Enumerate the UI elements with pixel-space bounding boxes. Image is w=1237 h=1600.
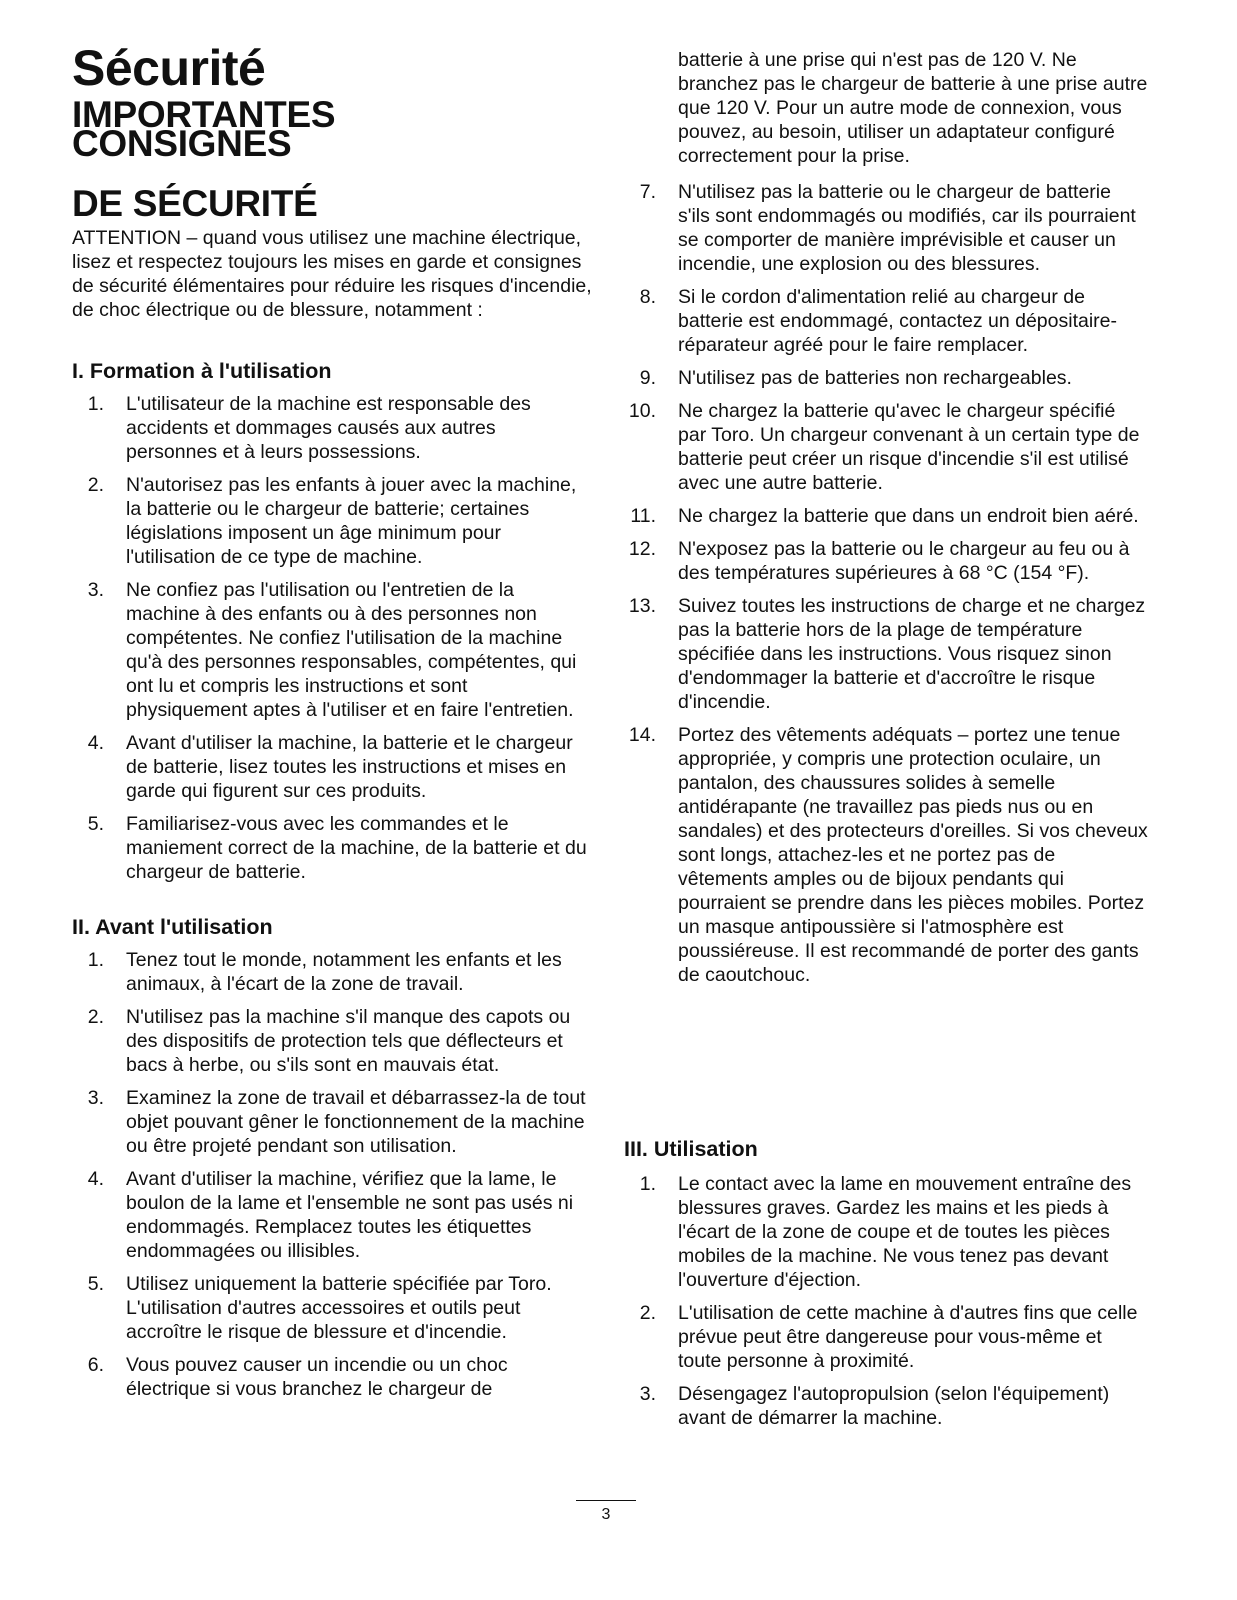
list-item: 4. Avant d'utiliser la machine, la batterie et le chargeur de batterie, lisez toutes les instructions et mises en garde qui figurent sur ces produits. (87, 732, 573, 802)
list-item: 1. L'utilisateur de la machine est responsable des accidents et dommages causés aux autres personnes et à leurs possessions. (87, 393, 531, 463)
section-list-training (72, 392, 592, 893)
list-item: 8. Si le cordon d'alimentation relié au chargeur de batterie est endommagé, contactez un dépositaire-réparateur agréé pour le faire remplacer. (639, 286, 1118, 356)
list-item: 1. Tenez tout le monde, notamment les enfants et les animaux, à l'écart de la zone de travail. (87, 949, 562, 995)
list-item: 11. Ne chargez la batterie que dans un endroit bien aéré. (630, 505, 1139, 527)
list-item: 5. Utilisez uniquement la batterie spécifiée par Toro. L'utilisation d'autres accessoires et outils peut accroître le risque de blessure et d'incendie. (87, 1273, 552, 1343)
list-item: 7. N'utilisez pas la batterie ou le chargeur de batterie s'ils sont endommagés ou modifiés, car ils pourraient se comporter de manière imprévisible et causer un incendie, une explosion ou des blessures. (639, 181, 1136, 275)
footer-rule (576, 1500, 636, 1501)
list-item: 10. Ne chargez la batterie qu'avec le chargeur spécifié par Toro. Un chargeur convenant à un certain type de batterie peut créer un risque d'incendie s'il est utilisé avec une autre batterie. (628, 400, 1140, 494)
list-item: 12. N'exposez pas la batterie ou le chargeur au feu ou à des températures supérieures à 68 °C (154 °F). (628, 538, 1130, 584)
list-item: 13. Suivez toutes les instructions de charge et ne chargez pas la batterie hors de la plage de température spécifiée dans les instructions. Vous risquez sinon d'endommager la batterie et d'accroître le risque d'incendie. (628, 595, 1146, 713)
list-item: 2. N'autorisez pas les enfants à jouer avec la machine, la batterie ou le chargeur de batterie; certaines législations imposent un âge minimum pour l'utilisation de ce type de machine. (87, 474, 577, 568)
page-title: Sécurité (72, 40, 266, 96)
list-item: 6. Vous pouvez causer un incendie ou un choc électrique si vous branchez le chargeur de (87, 1354, 508, 1400)
section-title-before-use: II. Avant l'utilisation (72, 915, 273, 939)
section-list-operation (624, 1172, 1148, 1439)
list-item: 2. L'utilisation de cette machine à d'autres fins que celle prévue peut être dangereuse pour vous-même et toute personne à proximité. (639, 1302, 1138, 1372)
list-item: 9. N'utilisez pas de batteries non rechargeables. (639, 367, 1072, 389)
section-title-operation: III. Utilisation (624, 1137, 758, 1161)
heading-line-1: IMPORTANTES (72, 94, 336, 135)
list-item-continuation: batterie à une prise qui n'est pas de 120 V. Ne branchez pas le chargeur de batterie à une prise autre que 120 V. Pour un autre mode de connexion, vous pouvez, au besoin, utiliser un adaptateur configuré correctement pour la prise. (678, 49, 1148, 167)
list-item: 1. Le contact avec la lame en mouvement entraîne des blessures graves. Gardez les mains et les pieds à l'écart de la zone de coupe et de toutes les pièces mobiles de la machine. Ne vous tenez pas devant l'ouverture d'éjection. (639, 1173, 1132, 1291)
heading-line-2: CONSIGNES (72, 123, 292, 164)
section-list-before-use-continued (624, 180, 1148, 996)
list-item: 2. N'utilisez pas la machine s'il manque des capots ou des dispositifs de protection tels que déflecteurs et bacs à herbe, ou s'ils sont en mauvais état. (87, 1006, 571, 1076)
section-title-training: I. Formation à l'utilisation (72, 359, 332, 383)
list-item: 3. Ne confiez pas l'utilisation ou l'entretien de la machine à des enfants ou à des personnes non compétentes. Ne confiez l'utilisation de la machine qu'à des personnes responsables, compétentes, qui ont lu et compris les instructions et sont physiquement aptes à l'utiliser et en faire l'entretien. (87, 579, 577, 721)
list-item: 4. Avant d'utiliser la machine, vérifiez que la lame, le boulon de la lame et l'ensemble ne sont pas usés ni endommagés. Remplacez toutes les étiquettes endommagées ou illisibles. (87, 1168, 574, 1262)
list-item: 5. Familiarisez-vous avec les commandes et le maniement correct de la machine, de la batterie et du chargeur de batterie. (87, 813, 587, 883)
list-item: 3. Désengagez l'autopropulsion (selon l'équipement) avant de démarrer la machine. (639, 1383, 1110, 1429)
safety-heading (72, 94, 336, 230)
page-number: 3 (601, 1506, 611, 1523)
intro-warning: ATTENTION – quand vous utilisez une machine électrique, lisez et respectez toujours les mises en garde et consignes de sécurité élémentaires pour réduire les risques d'incendie, de choc électrique ou de blessure, notamment : (72, 227, 592, 321)
heading-line-3: DE SÉCURITÉ (72, 183, 318, 224)
section-list-before-use (72, 948, 592, 1410)
list-item: 3. Examinez la zone de travail et débarrassez-la de tout objet pouvant gêner le fonctionnement de la machine ou être projeté pendant son utilisation. (87, 1087, 586, 1157)
list-item: 14. Portez des vêtements adéquats – portez une tenue appropriée, y compris une protection oculaire, un pantalon, des chaussures solides à semelle antidérapante (ne travaillez pas pieds nus ou en sandales) et des protecteurs d'oreilles. Si vos cheveux sont longs, attachez-les et ne portez pas de vêtements amples ou de bijoux pendants qui pourraient se prendre dans les pièces mobiles. Portez un masque antipoussière si l'atmosphère est poussiéreuse. Il est recommandé de porter des gants de caoutchouc. (628, 724, 1148, 986)
